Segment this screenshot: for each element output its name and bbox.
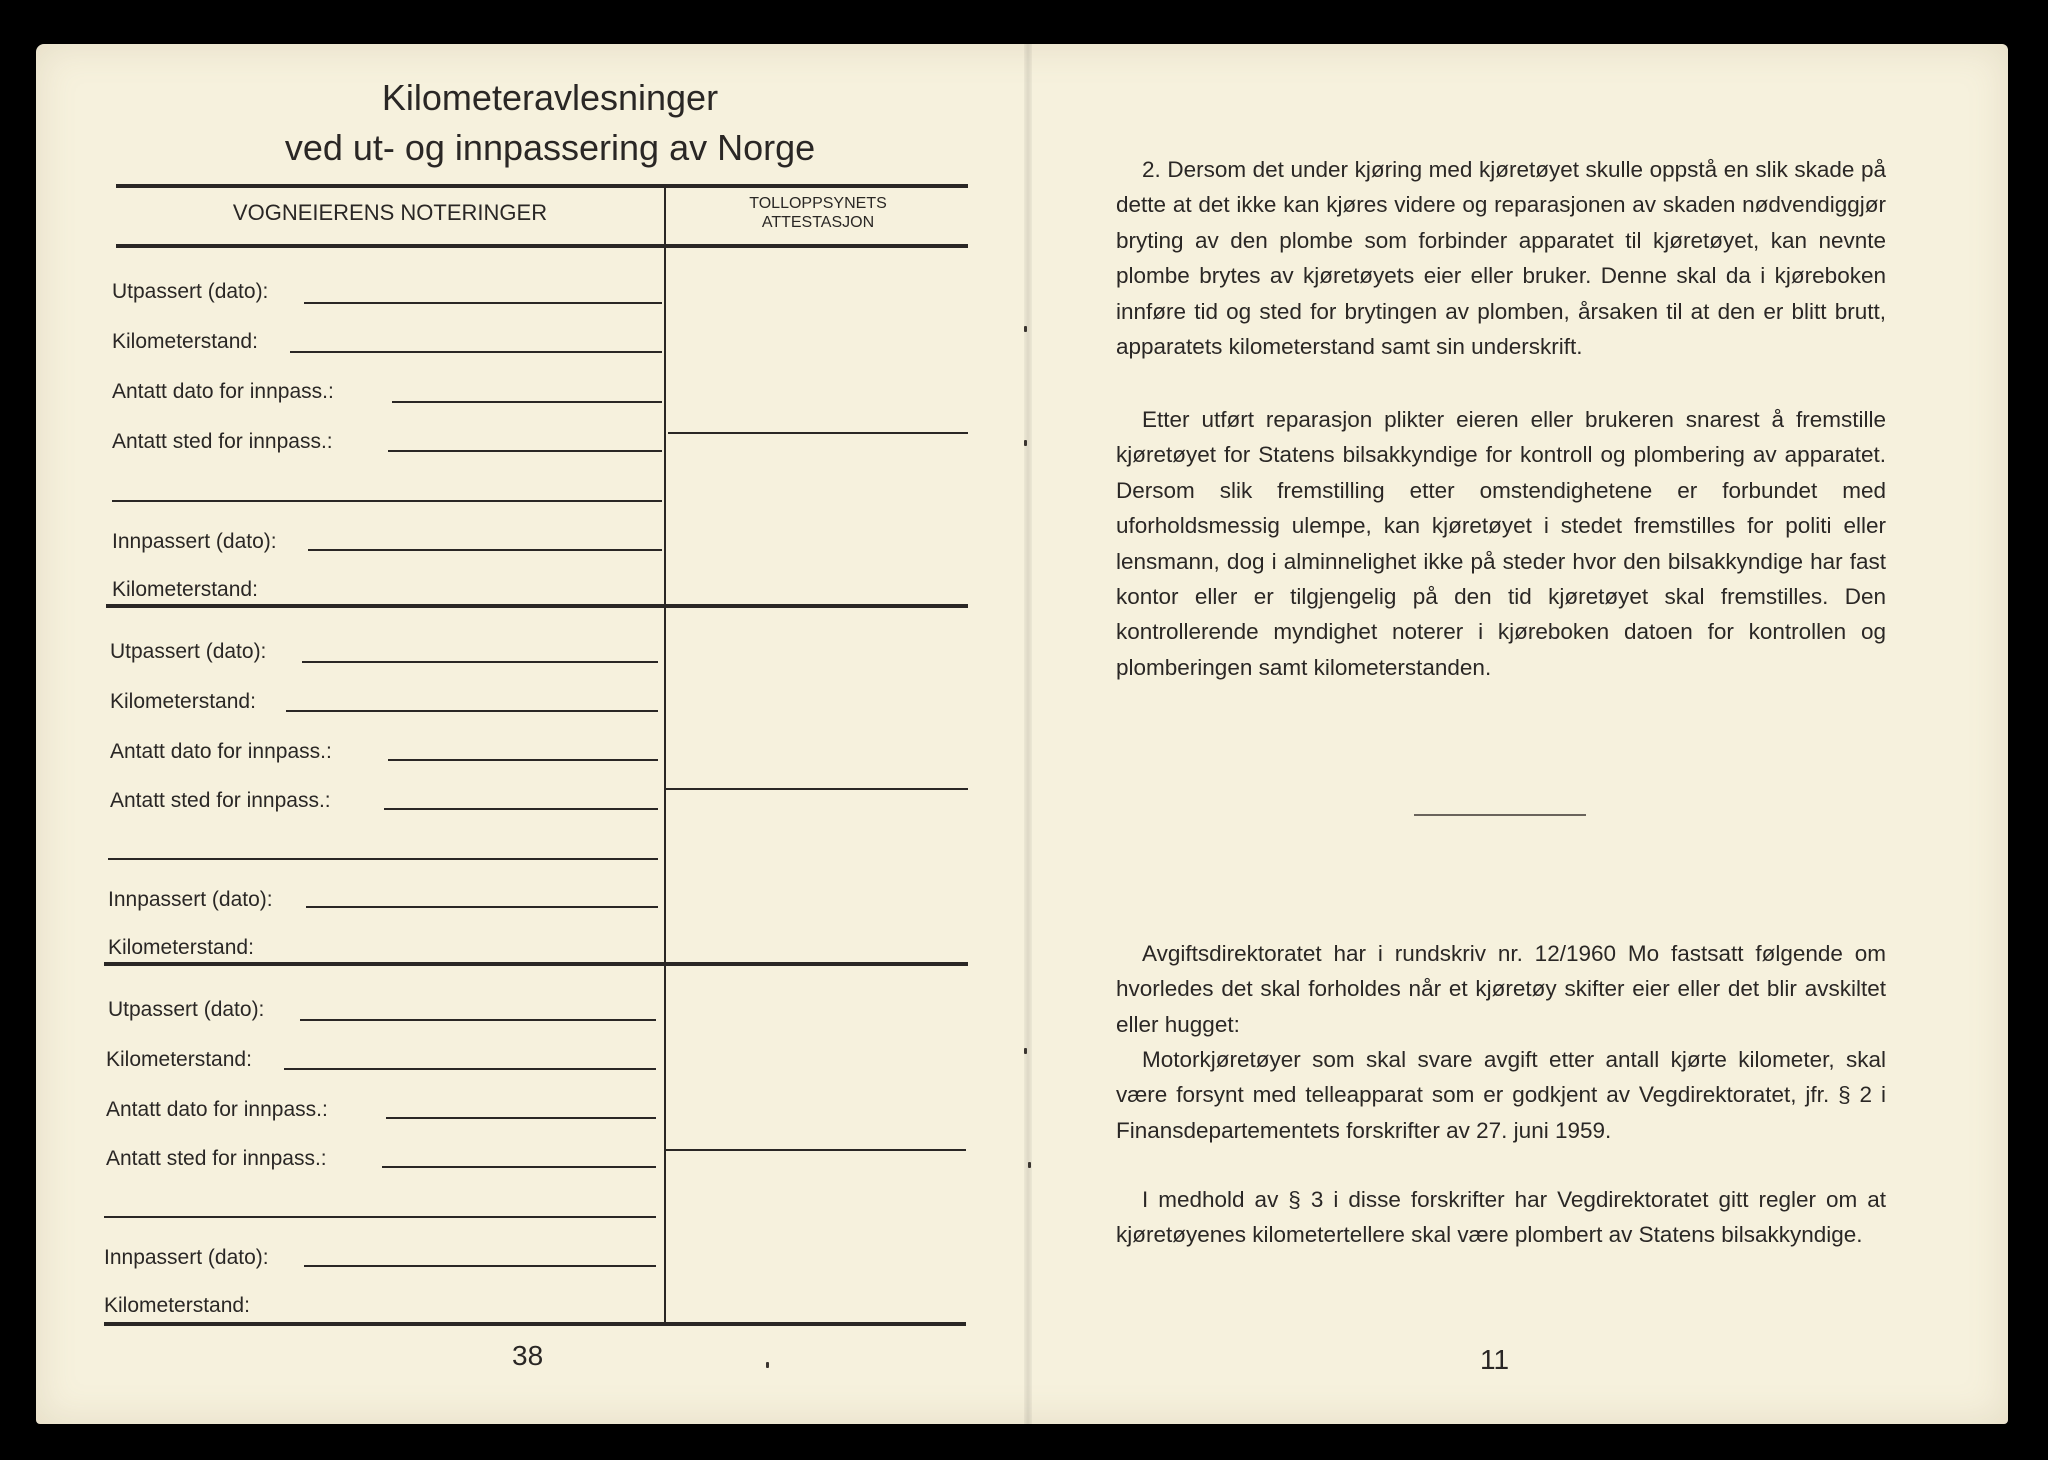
label-innpassert: Innpassert (dato):: [108, 888, 273, 911]
label-antatt-sted: Antatt sted for innpass.:: [110, 789, 331, 812]
label-kilometerstand-ut: Kilometerstand:: [110, 690, 256, 713]
column-header-line2: ATTESTASJON: [761, 214, 875, 231]
field-antatt-sted[interactable]: [388, 450, 662, 452]
column-header-owner-notes: VOGNEIERENS NOTERINGER: [232, 200, 548, 225]
form-bottom-rule: [104, 1322, 966, 1326]
label-innpassert: Innpassert (dato):: [112, 530, 277, 553]
attestation-line[interactable]: [666, 788, 968, 790]
header-top-rule: [116, 184, 968, 188]
label-kilometerstand-inn: Kilometerstand:: [108, 936, 254, 959]
block-separator: [106, 604, 968, 608]
field-innpassert[interactable]: [306, 906, 658, 908]
binding-mark: [1028, 1162, 1031, 1168]
label-utpassert: Utpassert (dato):: [108, 998, 265, 1021]
field-utpassert[interactable]: [300, 1019, 656, 1021]
binding-mark: [766, 1362, 769, 1368]
paragraph-circular: Avgiftsdirektoratet har i rundskriv nr. 12/1960 Mo fastsatt følgende om hvorledes det skal forholdes når et kjøretøy skifter eier eller det blir avskiltet eller hugget:: [1116, 941, 1886, 1037]
paragraph-repair-inspection: Etter utført reparasjon plikter eieren eller brukeren snarest å fremstille kjøretøyet for Statens bilsakkyndige for kontroll og plombering av apparatet. Dersom slik fremstilling etter omstendighetene er forbundet med uforholdsmessig ulempe, kan kjøretøyet i stedet fremstilles for politi eller lensmann, dog i alminnelighet ikke på steder hvor den bilsakkyndige har fast kontor eller er tilgjengelig på den tid kjøretøyet skal fremstilles. Den kontrollerende myndighet noterer i kjøreboken datoen for kontrollen og plomberingen samt kilometerstanden.: [1116, 407, 1886, 680]
page-number-right: 11: [1480, 1344, 1510, 1375]
label-kilometerstand-ut: Kilometerstand:: [112, 330, 258, 353]
binding-mark: [1024, 440, 1027, 446]
field-kilometerstand-ut[interactable]: [290, 351, 662, 353]
label-antatt-dato: Antatt dato for innpass.:: [110, 740, 332, 763]
field-kilometerstand-ut[interactable]: [284, 1068, 656, 1070]
column-divider: [664, 188, 666, 1326]
field-antatt-sted[interactable]: [384, 808, 658, 810]
paragraph-sealing-rules: I medhold av § 3 i disse forskrifter har Vegdirektoratet gitt regler om at kjøretøyenes kilometertellere skal være plombert av Statens bilsakkyndige.: [1116, 1187, 1886, 1248]
field-innpassert[interactable]: [304, 1265, 656, 1267]
header-bottom-rule: [116, 244, 968, 248]
page-fold: [1024, 44, 1032, 1424]
column-header-line1: TOLLOPPSYNETS: [749, 195, 887, 212]
field-kilometerstand-ut[interactable]: [286, 710, 658, 712]
field-utpassert[interactable]: [304, 302, 662, 304]
field-antatt-dato[interactable]: [392, 401, 662, 403]
field-antatt-dato[interactable]: [388, 759, 658, 761]
field-antatt-dato[interactable]: [386, 1117, 656, 1119]
field-antatt-sted-extra[interactable]: [112, 500, 662, 502]
field-antatt-sted[interactable]: [382, 1166, 656, 1168]
binding-mark: [1024, 326, 1027, 332]
block-separator: [104, 962, 968, 966]
column-header-customs-attestation: [668, 194, 968, 232]
label-kilometerstand-inn: Kilometerstand:: [104, 1294, 250, 1317]
label-antatt-dato: Antatt dato for innpass.:: [106, 1098, 328, 1121]
attestation-line[interactable]: [668, 432, 968, 434]
label-antatt-sted: Antatt sted for innpass.:: [112, 430, 333, 453]
form-subtitle: ved ut- og innpassering av Norge: [284, 127, 816, 168]
label-antatt-dato: Antatt dato for innpass.:: [112, 380, 334, 403]
field-antatt-sted-extra[interactable]: [108, 858, 658, 860]
label-innpassert: Innpassert (dato):: [104, 1246, 269, 1269]
paragraph-meter-requirement: Motorkjøretøyer som skal svare avgift etter antall kjørte kilometer, skal være forsynt med telleapparat som er godkjent av Vegdirektoratet, jfr. § 2 i Finansdepartementets forskrifter av 27. juni 1959.: [1116, 1047, 1886, 1143]
binding-mark: [1024, 1048, 1027, 1054]
section-divider: [1414, 814, 1586, 816]
label-utpassert: Utpassert (dato):: [110, 640, 267, 663]
field-innpassert[interactable]: [308, 549, 662, 551]
form-title: Kilometeravlesninger: [381, 77, 719, 118]
field-antatt-sted-extra[interactable]: [104, 1216, 656, 1218]
label-utpassert: Utpassert (dato):: [112, 280, 269, 303]
label-kilometerstand-ut: Kilometerstand:: [106, 1048, 252, 1071]
field-utpassert[interactable]: [302, 661, 658, 663]
paragraph-damage-seal: 2. Dersom det under kjøring med kjøretøyet skulle oppstå en slik skade på dette at det ikke kan kjøres videre og reparasjonen av skaden nødvendiggjør bryting av den plombe som forbinder apparatet til kjøretøyet, kan nevnte plombe brytes av kjøretøyets eier eller bruker. Denne skal da i kjøreboken innføre tid og sted for brytingen av plomben, årsaken til at den er blitt brutt, apparatets kilometerstand samt sin underskrift.: [1116, 157, 1886, 360]
attestation-line[interactable]: [664, 1149, 966, 1151]
page-number-left: 38: [512, 1340, 544, 1371]
label-antatt-sted: Antatt sted for innpass.:: [106, 1147, 327, 1170]
label-kilometerstand-inn: Kilometerstand:: [112, 578, 258, 601]
